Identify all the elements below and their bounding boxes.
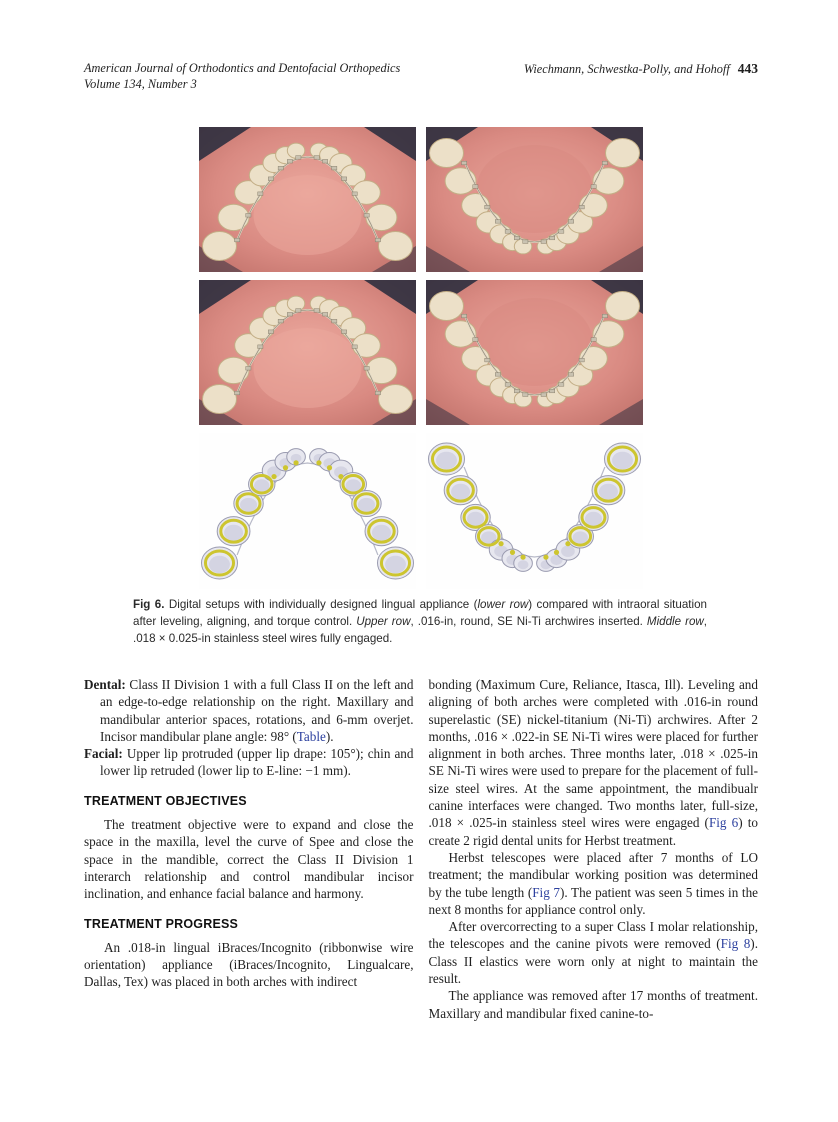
photo-maxillary-arch-steel-wires <box>199 280 416 425</box>
progress-text: Herbst telescopes were placed after 7 months of LO treatment; the mandibular working position was determined by the tube length ( <box>428 849 758 900</box>
facial-text: Upper lip protruded (upper lip drape: 105°); chin and lower lip retruded (lower lip to E-line: −1 mm). <box>100 746 414 779</box>
caption-italic: Upper row <box>356 615 411 628</box>
caption-text: , .018 × 0.025-in stainless steel wires fully engaged. <box>133 615 708 645</box>
fig7-link[interactable]: Fig 7 <box>532 884 560 900</box>
facial-paragraph <box>84 745 414 780</box>
caption-italic: Middle row <box>646 615 704 628</box>
progress-paragraph-1: An .018-in lingual iBraces/Incognito (ribbonwise wire orientation) appliance (iBraces/Incognito, Lingualcare, Dallas, Tex) was placed in both arches with indirect <box>84 939 414 990</box>
figure-row-digital-setup <box>199 433 643 589</box>
dental-text: Class II Division 1 with a full Class II on the left and an edge-to-edge relationship on the right. Maxillary and mandibular anterior spaces, rotations, and 6-mm overjet. Incisor mandibular plane angle: 98° ( <box>100 677 414 744</box>
dental-text-tail: ). <box>325 728 334 744</box>
progress-paragraph-5: The appliance was removed after 17 months of treatment. Maxillary and mandibular fixed canine-to- <box>428 988 758 1021</box>
journal-title: American Journal of Orthodontics and Dentofacial Orthopedics <box>84 61 401 75</box>
treatment-objectives-heading: TREATMENT OBJECTIVES <box>84 793 247 808</box>
facial-label: Facial: <box>84 746 123 762</box>
photo-mandibular-arch-steel-wires <box>426 280 643 425</box>
running-header <box>84 61 758 92</box>
photo-maxillary-arch-niti-wires <box>199 127 416 272</box>
progress-text-tail: ) to create 2 rigid dental units for Herbst treatment. <box>428 815 758 848</box>
objectives-paragraph: The treatment objective were to expand and close the space in the maxilla, level the curve of Spee and close the space in the mandible, correct the Class II Division 1 interarch relationship and control mandibular incisor inclination, and enhance facial balance and harmony. <box>84 817 414 902</box>
render-maxillary-digital-setup <box>199 433 416 589</box>
caption-text: , .016-in, round, SE Ni-Ti archwires inserted. <box>410 615 647 628</box>
progress-paragraph-3 <box>429 849 759 918</box>
fig8-link[interactable]: Fig 8 <box>720 936 751 952</box>
figure-caption-label: Fig 6. <box>133 598 165 611</box>
running-head-authors <box>524 61 758 78</box>
progress-text-tail: ). Class II elastics were worn only at night to maintain the result. <box>428 936 758 987</box>
figure-caption <box>133 596 707 647</box>
dental-paragraph <box>84 676 414 745</box>
fig6-link[interactable]: Fig 6 <box>708 815 739 831</box>
progress-paragraph-4 <box>429 918 759 987</box>
progress-text: After overcorrecting to a super Class I molar relationship, the telescopes and the canine pivots were removed ( <box>428 919 758 952</box>
page-number: 443 <box>737 61 758 76</box>
treatment-progress-heading: TREATMENT PROGRESS <box>84 916 239 931</box>
progress-text: bonding (Maximum Cure, Reliance, Itasca, Ill). Leveling and aligning of both arches were completed with .016-in round superelastic (SE) nickel-titanium (Ni-Ti) archwires. After 2 months, .016 × .022-in SE Ni-Ti wires were placed for further alignment in both arches. Three months later, .018 × .025-in SE Ni-Ti wires were used to prepare for the placement of full-size steel wires. At the same appointment, the mandibualr canine interfaces were changed. Two months later, full-size, .018 × .025-in stainless steel wires were engaged ( <box>428 677 758 831</box>
caption-text: ) compared with intraoral situation after leveling, aligning, and torque control. <box>133 598 707 628</box>
photo-mandibular-arch-niti-wires <box>426 127 643 272</box>
caption-italic: lower row <box>477 598 529 611</box>
journal-issue: Volume 134, Number 3 <box>84 76 197 91</box>
progress-paragraph-2 <box>429 676 759 849</box>
journal-info <box>84 61 400 92</box>
progress-text-tail: ). The patient was seen 5 times in the next 8 months for appliance control only. <box>428 884 759 917</box>
column-left <box>84 676 414 1022</box>
dental-label: Dental: <box>84 677 126 692</box>
figure-row-upper-niti <box>199 127 643 272</box>
table-link[interactable]: Table <box>296 728 326 744</box>
column-right <box>429 676 759 1022</box>
figure-6 <box>199 127 643 597</box>
figure-row-middle-steel <box>199 280 643 425</box>
caption-text: Digital setups with individually designed lingual appliance ( <box>164 598 478 611</box>
body-columns <box>84 676 758 1022</box>
authors: Wiechmann, Schwestka-Polly, and Hohoff <box>523 62 730 76</box>
render-mandibular-digital-setup <box>426 433 643 589</box>
